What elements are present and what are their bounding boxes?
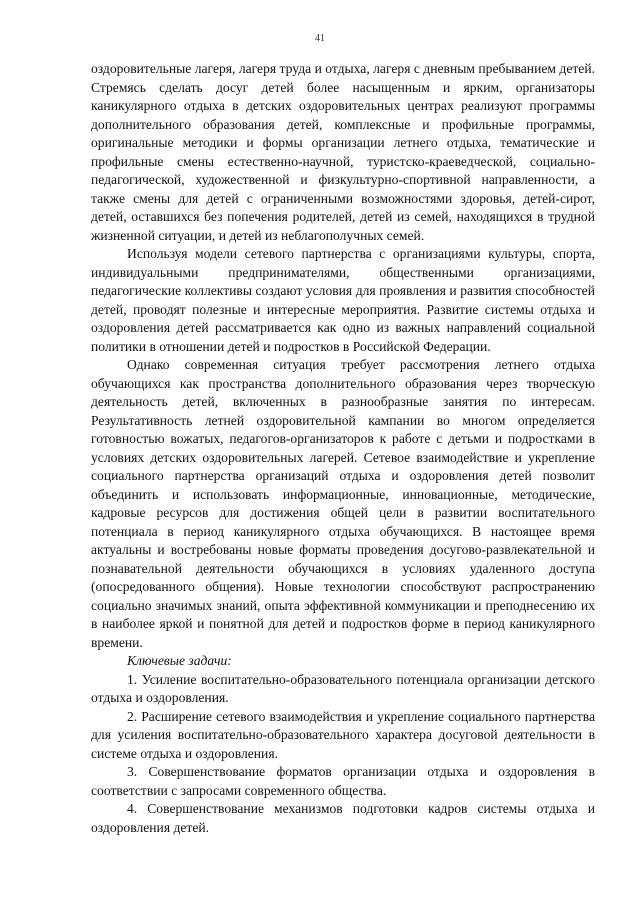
task-item: 3. Совершенствование форматов организации отдыха и оздоровления в соответствии с запросами современного общества.	[91, 764, 595, 798]
task-item: 2. Расширение сетевого взаимодействия и укрепление социального партнерства для усиления воспитательно-образовательного характера досуговой деятельности в системе отдыха и оздоровления.	[91, 708, 595, 761]
page-number: 41	[315, 33, 325, 44]
task-item: 4. Совершенствование механизмов подготовки кадров системы отдыха и оздоровления детей.	[91, 801, 595, 835]
task-item: 1. Усиление воспитательно-образовательного потенциала организации детского отдыха и оздоровления.	[91, 671, 595, 705]
paragraph: Однако современная ситуация требует рассмотрения летнего отдыха обучающихся как пространства дополнительного образования через творческую деятельность детей, включенных в разнообразные занятия по интересам. Результативность летней оздоровительной кампании во многом определяется готовностью вожатых, педагогов-организаторов к работе с детьми и подростками в условиях детских оздоровительных лагерей. Сетевое взаимодействие и укрепление социального партнерства организаций отдыха и оздоровления детей позволит объединить и использовать информационные, инновационные, методические, кадровые ресурсов для достижения общей цели в развитии воспитательного потенциала в период каникулярного отдыха обучающихся. В настоящее время актуальны и востребованы новые форматы проведения досугово-развлекательной и познавательной деятельности обучающихся в условиях удаленного доступа (опосредованного общения). Новые технологии способствуют распространению социально значимых знаний, опыта эффективной коммуникации и преподнесению их в наиболее яркой и понятной для детей и подростков форме в период каникулярного времени.	[91, 357, 595, 650]
body-text	[91, 60, 595, 837]
tasks-heading: Ключевые задачи:	[127, 653, 232, 668]
paragraph: оздоровительные лагеря, лагеря труда и отдыха, лагеря с дневным пребыванием детей. Стремясь сделать досуг детей более насыщенным и ярким, организаторы каникулярного отдыха в детских оздоровительных центрах реализуют программы дополнительного образования детей, комплексные и профильные программы, оригинальные методики и формы организации летнего отдыха, тематические и профильные смены естественно-научной, туристско-краеведческой, социально-педагогической, художественной и физкультурно-спортивной направленности, а также смены для детей с ограниченными возможностями здоровья, детей-сирот, детей, оставшихся без попечения родителей, детей из семей, находящихся в трудной жизненной ситуации, и детей из неблагополучных семей.	[91, 61, 595, 243]
paragraph: Используя модели сетевого партнерства с организациями культуры, спорта, индивидуальными предпринимателями, общественными организациями, педагогические коллективы создают условия для проявления и развития способностей детей, проводят полезные и интересные мероприятия. Развитие системы отдыха и оздоровления детей рассматривается как одно из важных направлений социальной политики в отношении детей и подростков в Российской Федерации.	[91, 246, 595, 354]
